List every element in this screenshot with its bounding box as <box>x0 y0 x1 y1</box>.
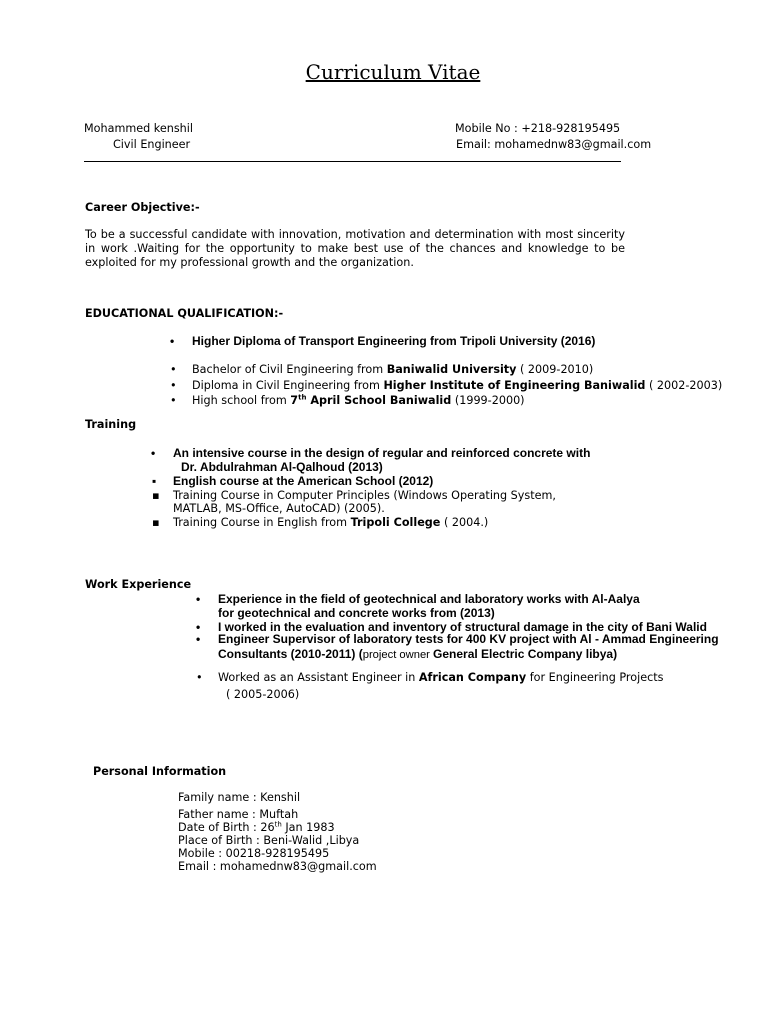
high-school-text: High school from <box>192 394 291 407</box>
education-item-diploma <box>192 379 722 392</box>
diploma-year: ( 2002-2003) <box>645 379 723 392</box>
personal-heading: Personal Information <box>93 765 227 778</box>
english-text: Training Course in English from <box>173 516 351 529</box>
education-item-high-school <box>192 394 525 407</box>
african-text: Worked as an Assistant Engineer in <box>218 671 419 684</box>
computer-line-2: MATLAB, MS-Office, AutoCAD) (2005). <box>173 502 385 515</box>
work-item-ammad <box>218 633 719 646</box>
african-company: African Company <box>418 671 527 684</box>
ammad-consultants: Consultants (2010-2011) <box>218 647 356 661</box>
father-name: Father name : Muftah <box>178 808 299 821</box>
aalya-line-1: Experience in the field of geotechnical and laboratory works with Al-Aalya <box>218 592 640 606</box>
document-title: Curriculum Vitae <box>305 60 481 84</box>
work-heading: Work Experience <box>85 578 192 591</box>
career-text: To be a successful candidate with innovation, motivation and determination with most sincerity in work .Waiting for the opportunity to make best use of the chances and knowledge to be exploited for my professional growth and the organization. <box>85 228 625 269</box>
dob-text: Date of Birth : 26 <box>178 821 275 834</box>
diploma-text: Diploma in Civil Engineering from <box>192 379 384 392</box>
personal-mobile: Mobile : 00218-928195495 <box>178 847 330 860</box>
american-school-text: English course at the American School (2012) <box>173 474 434 488</box>
diploma-school: Higher Institute of Engineering Baniwalid <box>383 379 646 392</box>
english-school: Tripoli College <box>350 516 441 529</box>
concrete-line-1: An intensive course in the design of regular and reinforced concrete with <box>173 446 591 460</box>
candidate-name: Mohammed kenshil <box>84 122 193 135</box>
education-item-higher-diploma <box>192 335 595 348</box>
english-year: ( 2004.) <box>440 516 489 529</box>
computer-line-1: Training Course in Computer Principles (Windows Operating System, <box>173 489 556 502</box>
dob-ordinal: th <box>274 820 282 829</box>
work-item-african <box>218 671 663 684</box>
training-item-computer <box>173 489 556 502</box>
place-of-birth: Place of Birth : Beni-Walid ,Libya <box>178 834 360 847</box>
ammad-line-1: Engineer Supervisor of laboratory tests for 400 KV project with Al - Ammad Engineering <box>218 632 719 646</box>
high-school-year: (1999-2000) <box>451 394 525 407</box>
training-item-concrete <box>173 447 590 460</box>
education-heading: EDUCATIONAL QUALIFICATION:- <box>85 307 284 320</box>
african-post: for Engineering Projects <box>526 671 664 684</box>
ammad-line-2 <box>218 648 617 662</box>
education-item-bachelor <box>192 363 593 376</box>
african-year: ( 2005-2006) <box>226 688 300 701</box>
high-school-name: April School Baniwalid <box>306 394 452 407</box>
bachelor-school: Baniwalid University <box>386 363 517 376</box>
training-item-american-school <box>173 475 433 488</box>
higher-diploma-text: Higher Diploma of Transport Engineering from Tripoli University (2016) <box>192 334 596 348</box>
ammad-owner-label: project owner <box>362 649 434 661</box>
header-email: Email: mohamednw83@gmail.com <box>456 138 652 151</box>
aalya-line-2: for geotechnical and concrete works from (2013) <box>218 606 495 620</box>
personal-email: Email : mohamednw83@gmail.com <box>178 860 377 873</box>
ammad-owner: General Electric Company libya) <box>433 647 618 661</box>
header-mobile: Mobile No : +218-928195495 <box>455 122 621 135</box>
career-heading: Career Objective:- <box>85 201 200 214</box>
ammad-paren: ( <box>355 647 363 661</box>
work-item-aalya <box>218 593 640 606</box>
training-heading: Training <box>85 418 137 431</box>
concrete-line-2: Dr. Abdulrahman Al-Qalhoud (2013) <box>181 460 383 474</box>
date-of-birth <box>178 821 335 834</box>
bachelor-year: ( 2009-2010) <box>516 363 594 376</box>
training-item-english <box>173 516 488 529</box>
bachelor-text: Bachelor of Civil Engineering from <box>192 363 387 376</box>
bani-walid-text: I worked in the evaluation and inventory of structural damage in the city of Bani Walid <box>218 620 707 634</box>
high-school-ordinal: th <box>298 393 307 402</box>
header-divider <box>84 161 621 162</box>
dob-month-year: Jan 1983 <box>281 821 335 834</box>
family-name: Family name : Kenshil <box>178 791 301 804</box>
job-title: Civil Engineer <box>113 138 191 151</box>
high-school-number: 7 <box>290 394 299 407</box>
